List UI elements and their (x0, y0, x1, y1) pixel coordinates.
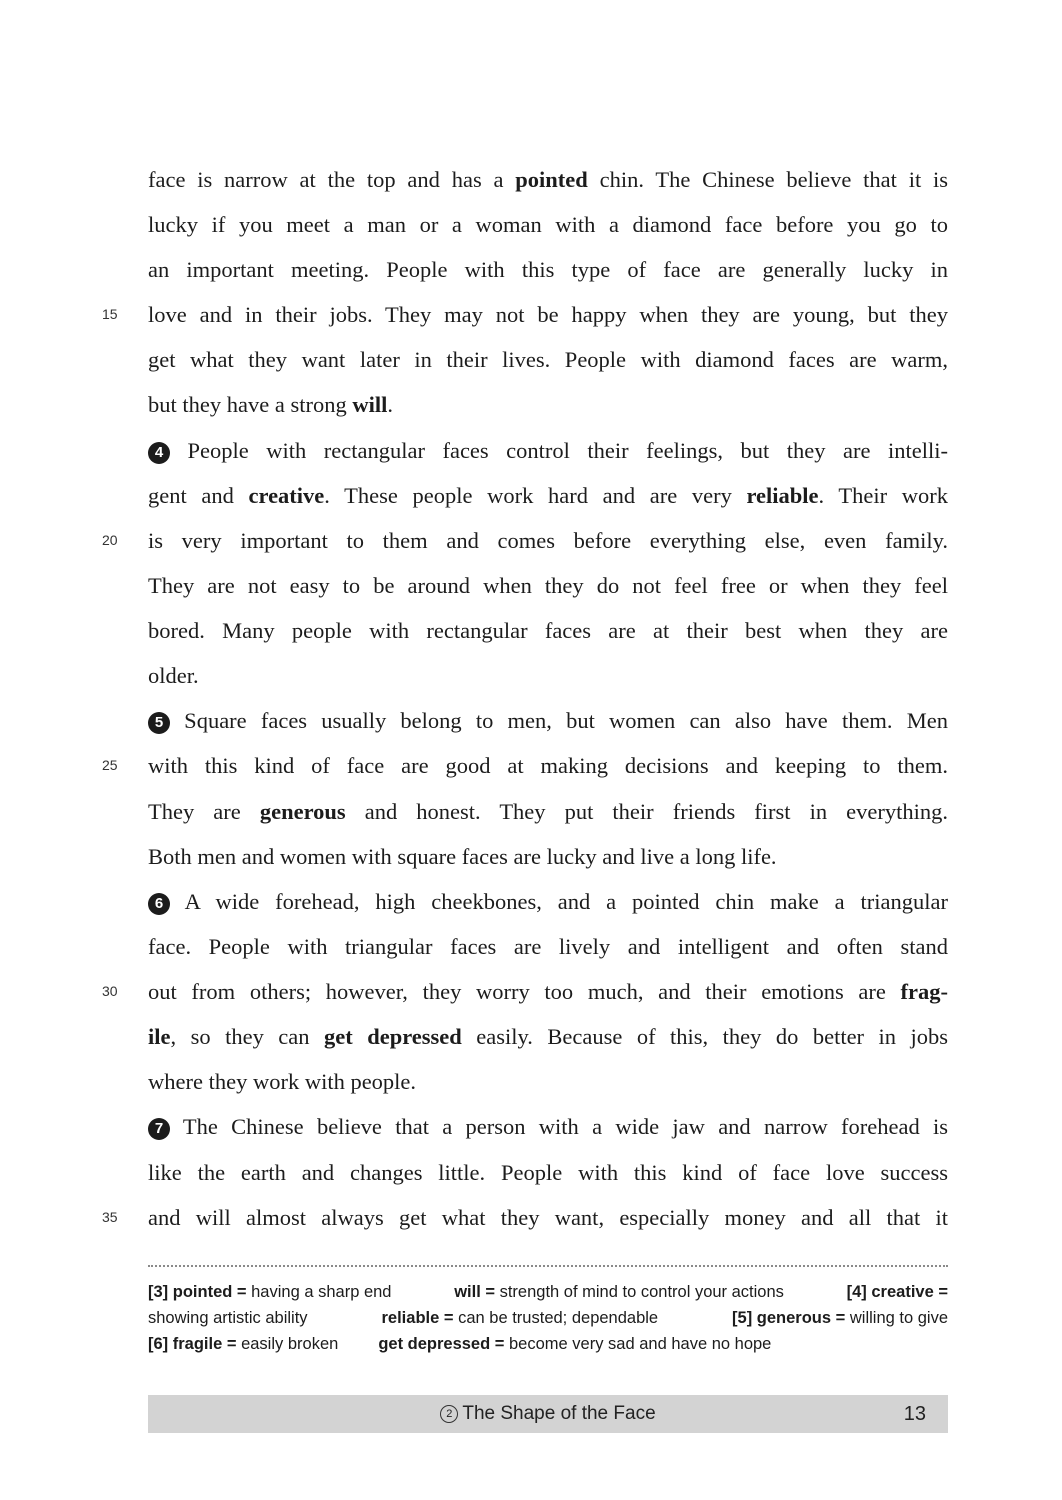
chapter-title-text: The Shape of the Face (462, 1403, 656, 1424)
page-number: 13 (903, 1403, 926, 1425)
vocab-term: get depressed (324, 1024, 462, 1049)
paragraph-number-badge: 6 (148, 893, 170, 915)
line-number: 35 (102, 1209, 118, 1225)
glossary-definition: strength of mind to control your actions (495, 1283, 784, 1301)
text-line: and will almost always get what they want, especially money and all that it (148, 1205, 948, 1230)
text-line (148, 473, 948, 518)
text-line: get what they want later in their lives. People with diamond faces are warm, (148, 347, 948, 372)
text-line (148, 1014, 948, 1059)
text-span: face is narrow at the top and has a (148, 167, 516, 192)
text-line (148, 789, 948, 834)
glossary-entry (378, 1331, 771, 1357)
text-line (148, 428, 948, 473)
vocab-term: frag- (900, 979, 948, 1004)
line-number: 30 (102, 983, 118, 999)
glossary-row (148, 1305, 948, 1331)
glossary-definition: easily broken (236, 1335, 339, 1353)
text-line: like the earth and changes little. People with this kind of face love success (148, 1160, 948, 1185)
paragraph-number-badge: 4 (148, 442, 170, 464)
glossary-entry (847, 1279, 948, 1305)
glossary-row (148, 1331, 948, 1357)
text-line: Both men and women with square faces are lucky and live a long life. (148, 844, 777, 869)
glossary-definition: willing to give (845, 1309, 948, 1327)
text-span: People with rectangular faces control their feelings, but they are intelli- (170, 438, 948, 463)
glossary-term: [5] generous = (732, 1309, 846, 1327)
text-span: . These people work hard and are very (324, 483, 747, 508)
text-line: bored. Many people with rectangular faces are at their best when they are (148, 618, 948, 643)
text-line (148, 382, 948, 427)
text-line (148, 969, 948, 1014)
glossary-entry (732, 1305, 948, 1331)
text-span: gent and (148, 483, 249, 508)
vocab-term: ile (148, 1024, 171, 1049)
text-line (148, 1104, 948, 1149)
text-span: , so they can (170, 1024, 324, 1049)
vocab-term: generous (259, 799, 346, 824)
text-span: chin. The Chinese believe that it is (587, 167, 949, 192)
text-line (148, 879, 948, 924)
paragraph-number-badge: 7 (148, 1118, 170, 1140)
text-span: A wide forehead, high cheekbones, and a pointed chin make a triangular (170, 889, 948, 914)
glossary-term: [3] pointed = (148, 1283, 247, 1301)
text-span: and honest. They put their friends first in everything. (345, 799, 948, 824)
text-span: . (387, 392, 393, 417)
glossary-term: will = (454, 1283, 496, 1301)
glossary-definition: become very sad and have no hope (504, 1335, 772, 1353)
text-line: face. People with triangular faces are lively and intelligent and often stand (148, 934, 948, 959)
glossary-entry (382, 1305, 659, 1331)
glossary-divider (148, 1265, 948, 1267)
chapter-number-badge: 2 (440, 1405, 458, 1423)
glossary-entry (148, 1279, 392, 1305)
vocab-term: reliable (746, 483, 819, 508)
text-line: where they work with people. (148, 1069, 417, 1094)
vocab-term: will (352, 392, 388, 417)
glossary-term: reliable = (381, 1309, 454, 1327)
text-span: They are (148, 799, 260, 824)
text-line (148, 698, 948, 743)
vocab-term: pointed (515, 167, 588, 192)
text-line: with this kind of face are good at making decisions and keeping to them. (148, 753, 948, 778)
text-span: Square faces usually belong to men, but women can also have them. Men (170, 708, 948, 733)
text-span: easily. Because of this, they do better in jobs (461, 1024, 949, 1049)
glossary-definition: having a sharp end (246, 1283, 392, 1301)
text-line: an important meeting. People with this type of face are generally lucky in (148, 257, 948, 282)
text-line: older. (148, 663, 199, 688)
text-span: but they have a strong (148, 392, 353, 417)
line-number: 25 (102, 757, 118, 773)
glossary-row (148, 1279, 948, 1305)
text-line: They are not easy to be around when they do not feel free or when they feel (148, 573, 948, 598)
text-span: . Their work (818, 483, 948, 508)
line-number: 20 (102, 532, 118, 548)
glossary-term: get depressed = (378, 1335, 505, 1353)
glossary-entry (148, 1331, 338, 1357)
text-line: is very important to them and comes before everything else, even family. (148, 528, 948, 553)
text-span: The Chinese believe that a person with a wide jaw and narrow forehead is (170, 1114, 948, 1139)
text-line: lucky if you meet a man or a woman with a diamond face before you go to (148, 212, 948, 237)
paragraph-number-badge: 5 (148, 712, 170, 734)
vocab-term: creative (248, 483, 325, 508)
glossary-entry (454, 1279, 784, 1305)
text-line (148, 157, 948, 202)
chapter-title (148, 1395, 948, 1433)
text-span: out from others; however, they worry too much, and their emotions are (148, 979, 901, 1004)
glossary-definition: can be trusted; dependable (453, 1309, 659, 1327)
glossary-entry (148, 1305, 308, 1331)
page-footer (148, 1395, 948, 1433)
line-number: 15 (102, 306, 118, 322)
glossary-definition: showing artistic ability (148, 1309, 308, 1327)
glossary-term: [6] fragile = (148, 1335, 237, 1353)
glossary-term: [4] creative = (846, 1283, 948, 1301)
text-line: love and in their jobs. They may not be happy when they are young, but they (148, 302, 948, 327)
